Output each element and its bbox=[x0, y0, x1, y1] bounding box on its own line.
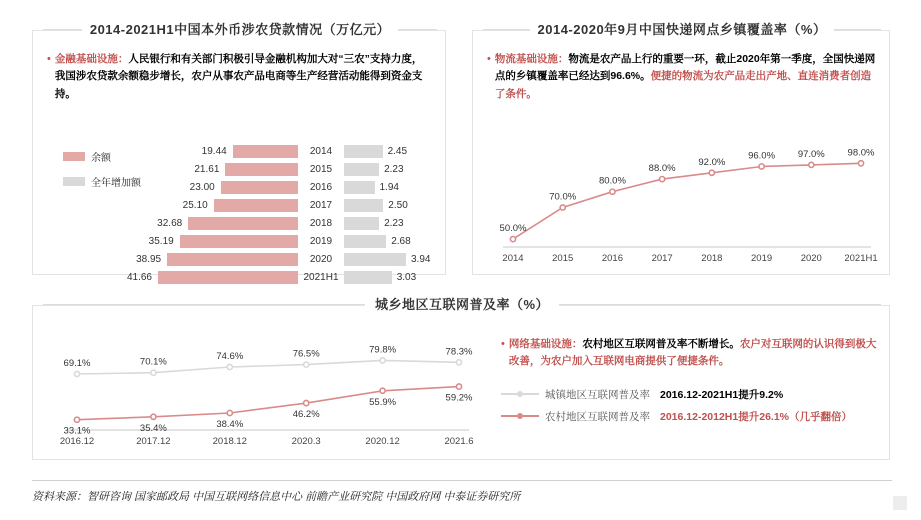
legend-label-urban: 城镇地区互联网普及率 bbox=[545, 388, 650, 401]
panel3-bullet-highlight: 农户对互联网的认识得到极大改善，为农户加入互联网电商提供了便捷条件。 bbox=[508, 338, 877, 368]
data-point bbox=[858, 161, 863, 166]
bar-row bbox=[93, 269, 438, 286]
data-point bbox=[809, 162, 814, 167]
bar-balance bbox=[214, 199, 298, 212]
panel3-right-column bbox=[501, 336, 881, 431]
data-label: 55.9% bbox=[369, 396, 397, 408]
data-point bbox=[227, 364, 232, 369]
panel2-bullet-lead: 物流基础设施： bbox=[494, 53, 569, 65]
bar-balance bbox=[188, 217, 298, 230]
x-tick-label: 2015 bbox=[552, 253, 574, 264]
series-line-0 bbox=[77, 360, 459, 374]
bar-right-increase bbox=[344, 217, 438, 230]
data-point bbox=[510, 237, 515, 242]
bidirectional-bar-chart bbox=[93, 143, 438, 287]
panel2-bullet bbox=[487, 51, 877, 103]
data-label: 97.0% bbox=[797, 148, 825, 160]
bar-row bbox=[93, 197, 438, 214]
x-tick-label: 2019 bbox=[751, 253, 773, 264]
panel2-title: 2014-2020年9月中国快递网点乡镇覆盖率（%） bbox=[530, 19, 835, 38]
bar-label-increase: 3.94 bbox=[411, 254, 431, 265]
bar-balance bbox=[233, 145, 298, 158]
bar-left-balance bbox=[93, 181, 298, 194]
x-tick-label: 2020 bbox=[800, 253, 822, 264]
bar-label-balance: 19.44 bbox=[201, 146, 227, 157]
bar-label-increase: 2.45 bbox=[387, 146, 408, 157]
bar-balance bbox=[225, 163, 298, 176]
data-point bbox=[74, 371, 79, 376]
p3-chart-svg bbox=[43, 328, 483, 454]
source-note: 资料来源：智研咨询 国家邮政局 中国互联网络信息中心 前瞻产业研究院 中国政府网 中泰证券研究所 bbox=[32, 480, 892, 504]
panel2-bullet-text: 物流是农产品上行的重要一环，截止2020年第一季度，全国快递网点的乡镇覆盖率已经达到96.6%。 bbox=[494, 53, 876, 83]
data-label: 69.1% bbox=[63, 358, 91, 369]
bar-label-balance: 23.00 bbox=[189, 182, 215, 193]
bar-left-balance bbox=[93, 217, 298, 230]
series-line-1 bbox=[77, 387, 459, 420]
data-point bbox=[380, 358, 385, 363]
bar-label-increase: 2.23 bbox=[384, 164, 404, 175]
x-tick-label: 2018 bbox=[701, 253, 723, 264]
data-label: 92.0% bbox=[698, 156, 726, 168]
bar-category-label: 2018 bbox=[309, 218, 333, 229]
bar-row bbox=[93, 215, 438, 232]
bar-right-increase bbox=[344, 235, 438, 248]
bullet-dot-icon: • bbox=[47, 53, 51, 65]
panel1-bullet bbox=[47, 51, 432, 103]
bar-row bbox=[93, 251, 438, 268]
data-label: 78.3% bbox=[445, 346, 473, 358]
data-point bbox=[759, 164, 764, 169]
x-tick-label: 2016.12 bbox=[59, 436, 95, 447]
data-label: 79.8% bbox=[369, 344, 397, 356]
bar-label-increase: 2.23 bbox=[384, 218, 404, 229]
x-tick-label: 2018.12 bbox=[212, 436, 247, 447]
data-label: 96.0% bbox=[748, 150, 776, 162]
data-label: 98.0% bbox=[847, 147, 875, 159]
bar-left-balance bbox=[93, 145, 298, 158]
panel-internet-penetration bbox=[32, 297, 890, 460]
bar-label-balance: 41.66 bbox=[126, 272, 152, 283]
bar-left-balance bbox=[93, 235, 298, 248]
legend-label-balance: 余额 bbox=[91, 153, 111, 164]
bar-category-label: 2015 bbox=[309, 164, 333, 175]
legend-item-rural bbox=[501, 409, 881, 424]
panel-express-coverage bbox=[472, 22, 890, 275]
bullet-dot-icon: • bbox=[487, 53, 491, 65]
panel3-title: 城乡地区互联网普及率（%） bbox=[365, 294, 559, 313]
legend-value-rural: 2016.12-2012H1提升26.1%（几乎翻倍） bbox=[660, 410, 853, 423]
bar-increase bbox=[344, 253, 406, 266]
data-point bbox=[304, 400, 309, 405]
data-label: 46.2% bbox=[292, 409, 320, 421]
bullet-dot-icon: • bbox=[501, 338, 505, 350]
panel1-title-wrap bbox=[33, 19, 447, 38]
panel1-title: 2014-2021H1中国本外币涉农贷款情况（万亿元） bbox=[82, 19, 398, 38]
express-coverage-line-chart bbox=[483, 129, 883, 269]
panel2-bullet-highlight: 便捷的物流为农产品走出产地、直连消费者创造了条件。 bbox=[494, 70, 872, 100]
x-tick-label: 2021H1 bbox=[844, 253, 878, 264]
bar-category-label: 2019 bbox=[309, 236, 333, 247]
bar-balance bbox=[158, 271, 298, 284]
data-point bbox=[380, 388, 385, 393]
bar-increase bbox=[344, 163, 379, 176]
panel2-title-wrap bbox=[473, 19, 891, 38]
bar-right-increase bbox=[344, 181, 438, 194]
bar-increase bbox=[344, 271, 392, 284]
data-point bbox=[660, 177, 665, 182]
bar-label-balance: 35.19 bbox=[148, 236, 174, 247]
legend-swatch-icon bbox=[63, 152, 85, 161]
bar-balance bbox=[221, 181, 298, 194]
x-tick-label: 2014 bbox=[502, 253, 524, 264]
x-tick-label: 2017 bbox=[651, 253, 673, 264]
bar-right-increase bbox=[344, 271, 438, 284]
data-point bbox=[74, 417, 79, 422]
panel3-legend bbox=[501, 387, 881, 424]
x-tick-label: 2020.12 bbox=[365, 436, 400, 447]
data-label: 70.1% bbox=[139, 356, 167, 368]
data-point bbox=[304, 362, 309, 367]
bar-right-increase bbox=[344, 253, 438, 266]
panel-agricultural-loans bbox=[32, 22, 446, 283]
panel3-bullet-lead: 网络基础设施： bbox=[508, 338, 583, 350]
data-point bbox=[456, 360, 461, 365]
x-tick-label: 2017.12 bbox=[136, 436, 171, 447]
bar-row bbox=[93, 233, 438, 250]
bar-increase bbox=[344, 217, 379, 230]
bar-category-label: 2014 bbox=[309, 146, 333, 157]
panel1-bullet-lead: 金融基础设施： bbox=[54, 53, 129, 65]
legend-label-rural: 农村地区互联网普及率 bbox=[545, 410, 650, 423]
bar-left-balance bbox=[93, 163, 298, 176]
bar-balance bbox=[180, 235, 298, 248]
bar-category-label: 2016 bbox=[309, 182, 333, 193]
data-label: 80.0% bbox=[598, 175, 626, 187]
bar-left-balance bbox=[93, 199, 298, 212]
bar-increase bbox=[344, 199, 383, 212]
data-point bbox=[709, 170, 714, 175]
bar-increase bbox=[344, 235, 386, 248]
x-tick-label: 2021.6 bbox=[444, 436, 474, 447]
bar-left-balance bbox=[93, 253, 298, 266]
bar-row bbox=[93, 179, 438, 196]
legend-label-annual-increase: 全年增加额 bbox=[91, 178, 141, 189]
x-tick-label: 2020.3 bbox=[291, 436, 321, 447]
legend-value-urban: 2016.12-2021H1提升9.2% bbox=[660, 388, 784, 401]
data-label: 33.1% bbox=[63, 425, 91, 437]
panel1-bullet-text: 人民银行和有关部门积极引导金融机构加大对“三农”支持力度，我国涉农贷款余额稳步增长，农户从事农产品电商等生产经营活动能得到资金支持。 bbox=[54, 53, 423, 100]
bar-increase bbox=[344, 145, 383, 158]
data-label: 74.6% bbox=[216, 351, 244, 363]
data-label: 35.4% bbox=[139, 422, 167, 434]
bar-category-label: 2020 bbox=[309, 254, 333, 265]
bar-category-label: 2021H1 bbox=[303, 272, 339, 283]
panel3-title-wrap bbox=[33, 294, 891, 313]
bar-category-label: 2017 bbox=[309, 200, 333, 211]
data-point bbox=[610, 189, 615, 194]
corner-marker bbox=[893, 496, 907, 510]
panel3-bullet bbox=[501, 336, 881, 371]
bar-right-increase bbox=[344, 145, 438, 158]
data-label: 50.0% bbox=[499, 223, 527, 235]
bar-label-balance: 32.68 bbox=[157, 218, 183, 229]
legend-swatch-icon bbox=[63, 177, 85, 186]
bar-label-balance: 25.10 bbox=[182, 200, 208, 211]
legend-line-icon bbox=[501, 415, 539, 417]
data-point bbox=[151, 414, 156, 419]
bar-label-increase: 2.50 bbox=[388, 200, 408, 211]
bar-label-increase: 3.03 bbox=[396, 272, 417, 283]
data-label: 76.5% bbox=[292, 348, 320, 360]
data-label: 38.4% bbox=[216, 418, 244, 430]
bar-left-balance bbox=[93, 271, 298, 284]
internet-penetration-line-chart bbox=[43, 328, 483, 454]
bar-balance bbox=[167, 253, 298, 266]
data-point bbox=[227, 410, 232, 415]
data-label: 88.0% bbox=[648, 163, 676, 175]
bar-label-balance: 21.61 bbox=[194, 164, 220, 175]
legend-line-icon bbox=[501, 393, 539, 395]
bar-label-increase: 1.94 bbox=[379, 182, 399, 193]
data-label: 70.0% bbox=[549, 191, 577, 203]
legend-item-urban bbox=[501, 387, 881, 402]
bar-label-increase: 2.68 bbox=[391, 236, 411, 247]
bar-label-balance: 38.95 bbox=[136, 254, 162, 265]
data-label: 59.2% bbox=[445, 392, 473, 404]
data-point bbox=[456, 384, 461, 389]
data-point bbox=[151, 370, 156, 375]
data-point bbox=[560, 205, 565, 210]
panel3-bullet-text: 农村地区互联网普及率不断增长。 bbox=[582, 338, 740, 350]
bar-right-increase bbox=[344, 199, 438, 212]
bar-right-increase bbox=[344, 163, 438, 176]
x-tick-label: 2016 bbox=[601, 253, 623, 264]
bar-increase bbox=[344, 181, 375, 194]
p2-chart-svg bbox=[483, 129, 883, 269]
bar-row bbox=[93, 161, 438, 178]
bar-row bbox=[93, 143, 438, 160]
